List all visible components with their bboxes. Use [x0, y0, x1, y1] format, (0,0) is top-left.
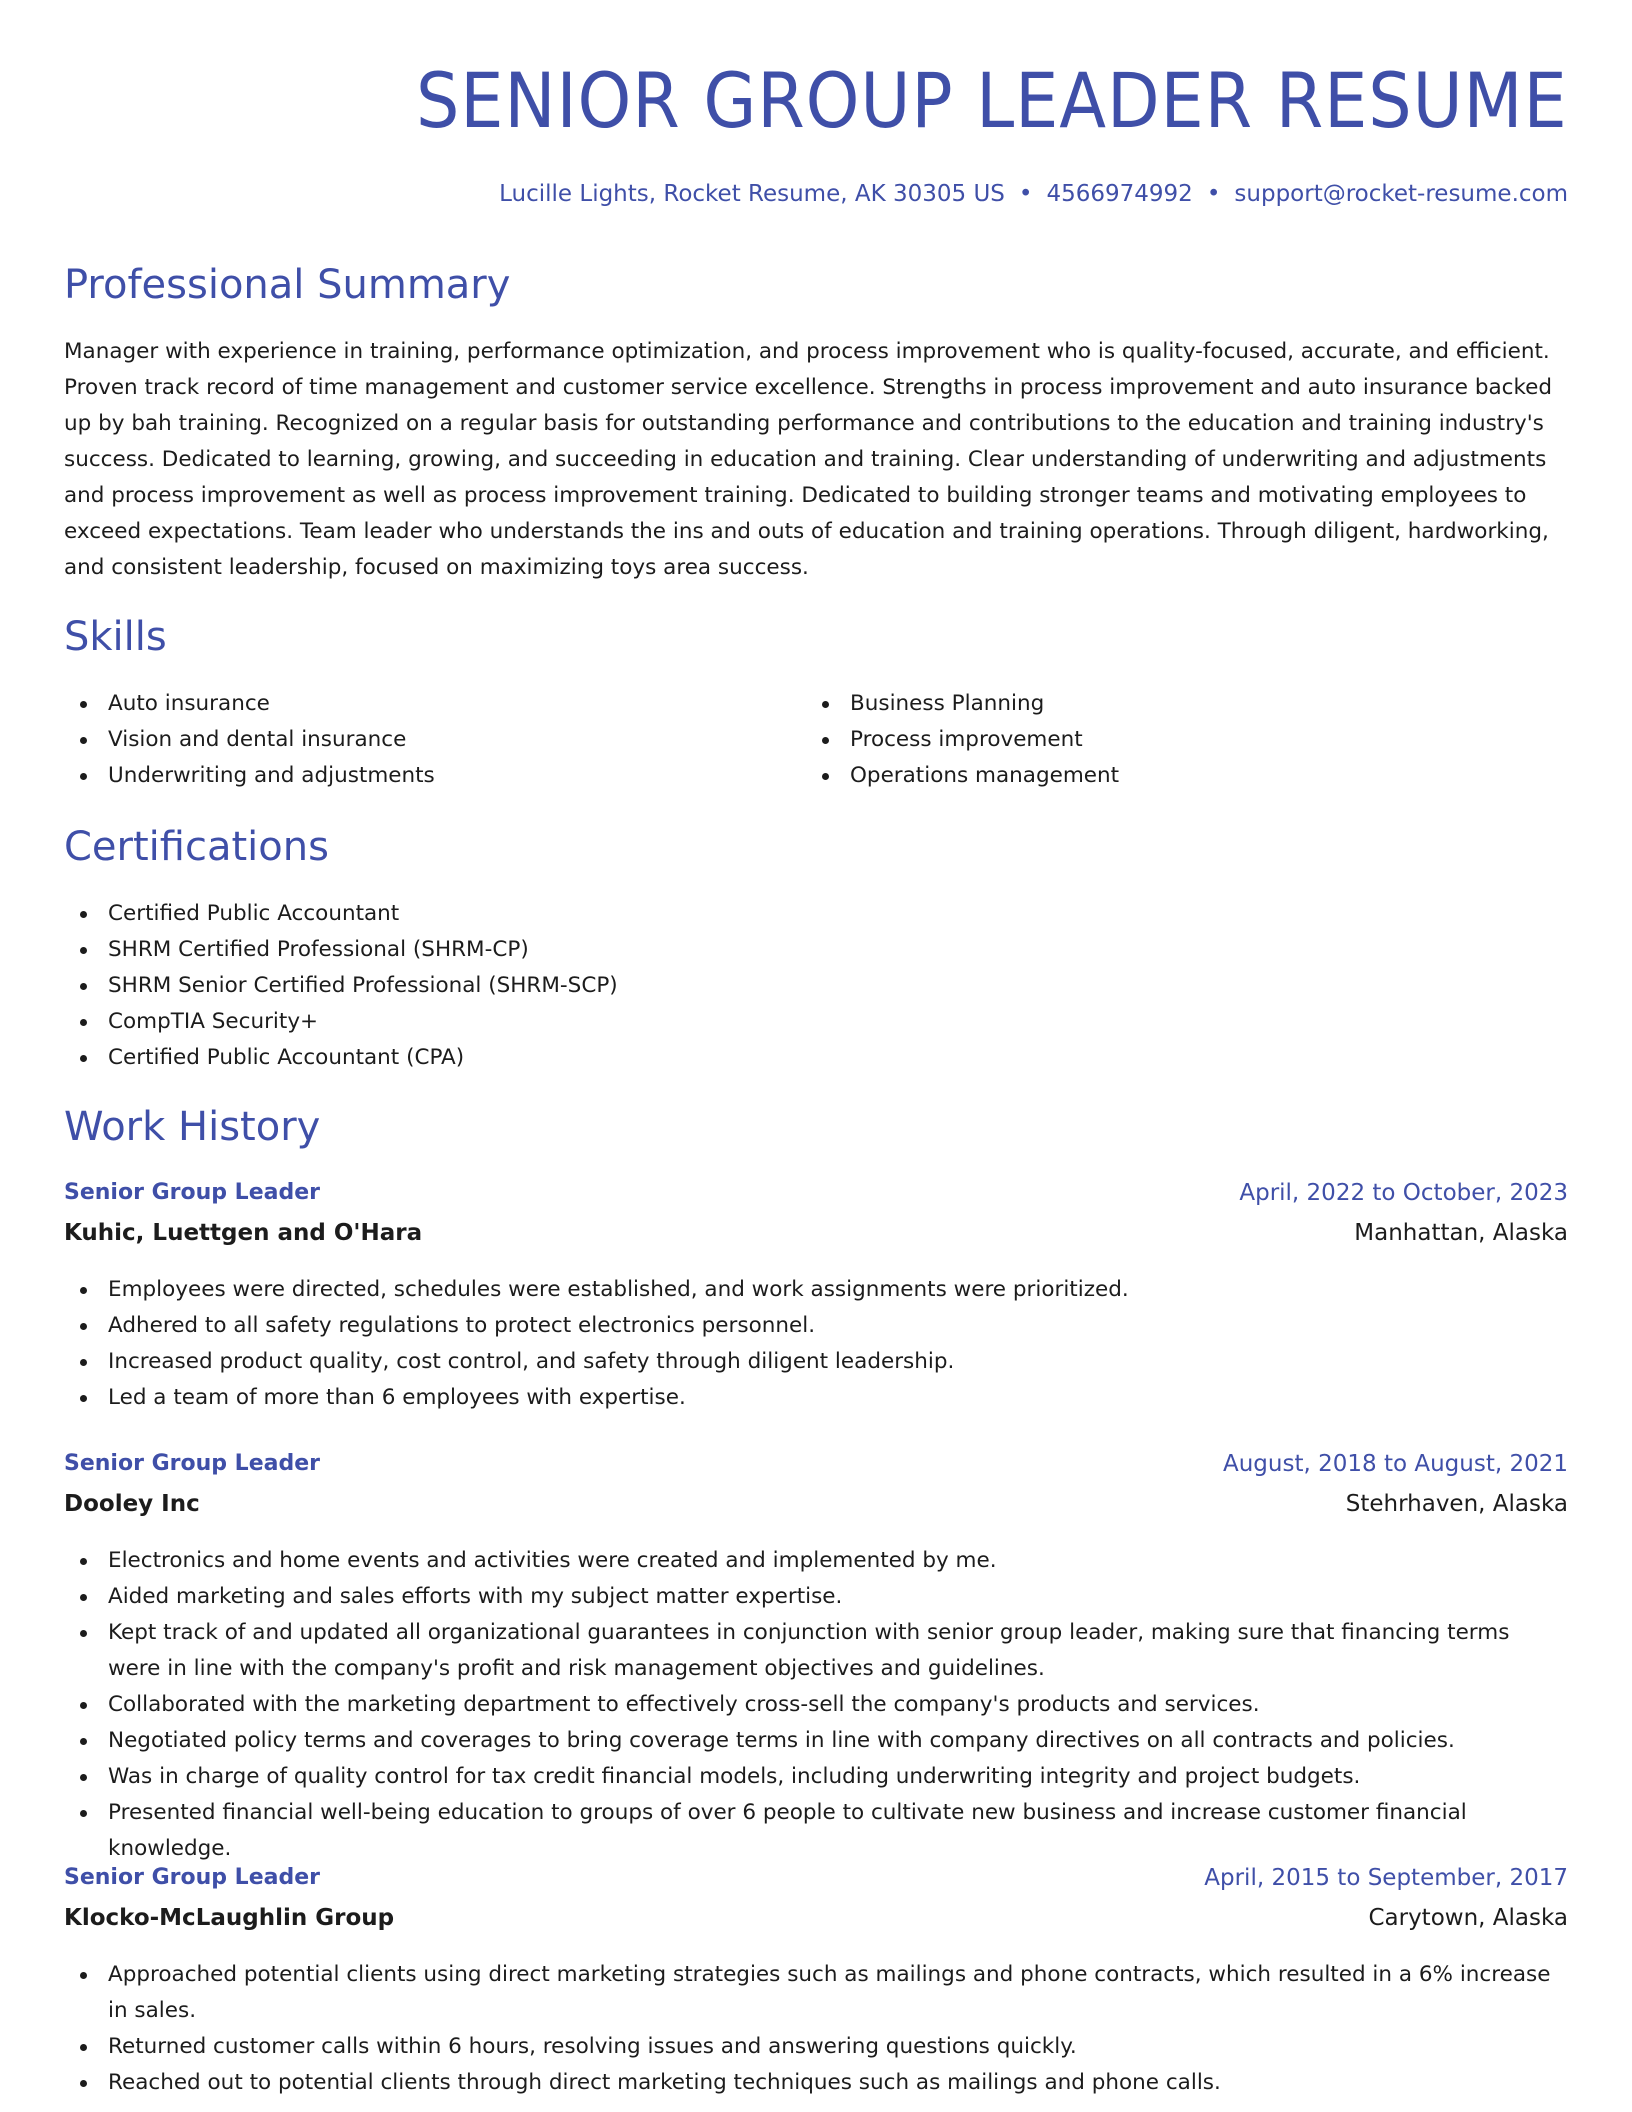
job-dates: August, 2018 to August, 2021	[1223, 1451, 1568, 1477]
job-title: Senior Group Leader	[64, 1180, 320, 1205]
skill-item: Operations management	[806, 758, 1119, 794]
contact-phone: 4566974992	[1046, 181, 1193, 207]
job-bullet: Employees were directed, schedules were established, and work assignments were prioritized.	[64, 1272, 1568, 1308]
job-bullet: Kept track of and updated all organizational guarantees in conjunction with senior group leader, making sure that financing terms were in line with the company's profit and risk management objectives and guidelines.	[64, 1615, 1568, 1687]
job-entry	[64, 1180, 1568, 1416]
job-bullet: Aided marketing and sales efforts with my subject matter expertise.	[64, 1579, 1568, 1615]
skill-item: Auto insurance	[64, 686, 435, 722]
summary-text: Manager with experience in training, performance optimization, and process improvement who is quality-focused, accurate, and efficient. Proven track record of time management and customer service excellence. Strengths in process improvement and auto insurance backed up by bah training. Recognized on a regular basis for outstanding performance and contributions to the education and training industry's success. Dedicated to learning, growing, and succeeding in education and training. Clear understanding of underwriting and adjustments and process improvement as well as process improvement training. Dedicated to building stronger teams and motivating employees to exceed expectations. Team leader who understands the ins and outs of education and training operations. Through diligent, hardworking, and consistent leadership, focused on maximizing toys area success.	[64, 339, 1553, 580]
job-bullet: Negotiated policy terms and coverages to bring coverage terms in line with company directives on all contracts and policies.	[64, 1723, 1568, 1759]
skill-item: Business Planning	[806, 686, 1119, 722]
skills-list-right	[806, 686, 1119, 794]
contact-address: Lucille Lights, Rocket Resume, AK 30305 US	[499, 181, 1005, 207]
contact-separator: •	[1206, 181, 1221, 207]
job-bullets	[64, 1957, 1568, 2101]
job-company: Dooley Inc	[64, 1491, 200, 1517]
job-title: Senior Group Leader	[64, 1451, 320, 1476]
job-header	[64, 1865, 1568, 1905]
job-entry	[64, 1865, 1568, 2101]
resume-title: SENIOR GROUP LEADER RESUME	[416, 56, 1568, 145]
job-bullet: Returned customer calls within 6 hours, resolving issues and answering questions quickly.	[64, 2029, 1568, 2065]
certification-item: CompTIA Security+	[64, 1004, 618, 1040]
job-bullet: Presented financial well-being education to groups of over 6 people to cultivate new business and increase customer financial knowledge.	[64, 1795, 1568, 1867]
skill-item: Vision and dental insurance	[64, 722, 435, 758]
job-location: Stehrhaven, Alaska	[1345, 1491, 1568, 1517]
skills-list-left	[64, 686, 435, 794]
job-bullets	[64, 1543, 1568, 1867]
job-bullet: Collaborated with the marketing department to effectively cross-sell the company's products and services.	[64, 1687, 1568, 1723]
certifications-list	[64, 896, 618, 1076]
certification-item: Certified Public Accountant	[64, 896, 618, 932]
work-history-heading: Work History	[64, 1104, 321, 1150]
job-dates: April, 2022 to October, 2023	[1239, 1180, 1568, 1206]
job-bullet: Led a team of more than 6 employees with expertise.	[64, 1380, 1568, 1416]
job-header	[64, 1180, 1568, 1220]
summary-heading: Professional Summary	[64, 262, 511, 308]
job-subheader	[64, 1491, 1568, 1531]
job-bullets	[64, 1272, 1568, 1416]
job-dates: April, 2015 to September, 2017	[1204, 1865, 1568, 1891]
skills-heading: Skills	[64, 614, 167, 660]
job-bullet: Increased product quality, cost control, and safety through diligent leadership.	[64, 1344, 1568, 1380]
contact-separator: •	[1018, 181, 1033, 207]
job-title: Senior Group Leader	[64, 1865, 320, 1890]
certification-item: Certified Public Accountant (CPA)	[64, 1040, 618, 1076]
job-bullet: Electronics and home events and activities were created and implemented by me.	[64, 1543, 1568, 1579]
job-bullet: Adhered to all safety regulations to protect electronics personnel.	[64, 1308, 1568, 1344]
job-subheader	[64, 1905, 1568, 1945]
skill-item: Process improvement	[806, 722, 1119, 758]
job-bullet: Approached potential clients using direct marketing strategies such as mailings and phone contracts, which resulted in a 6% increase in sales.	[64, 1957, 1568, 2029]
contact-line	[499, 181, 1568, 207]
certification-item: SHRM Senior Certified Professional (SHRM-SCP)	[64, 968, 618, 1004]
job-location: Carytown, Alaska	[1368, 1905, 1568, 1931]
job-header	[64, 1451, 1568, 1491]
job-subheader	[64, 1220, 1568, 1260]
job-bullet: Was in charge of quality control for tax credit financial models, including underwriting integrity and project budgets.	[64, 1759, 1568, 1795]
job-entry	[64, 1451, 1568, 1867]
job-location: Manhattan, Alaska	[1354, 1220, 1568, 1246]
certification-item: SHRM Certified Professional (SHRM-CP)	[64, 932, 618, 968]
certifications-heading: Certifications	[64, 824, 329, 870]
contact-email: support@rocket-resume.com	[1234, 181, 1568, 207]
job-company: Kuhic, Luettgen and O'Hara	[64, 1220, 423, 1246]
job-company: Klocko-McLaughlin Group	[64, 1905, 395, 1931]
skill-item: Underwriting and adjustments	[64, 758, 435, 794]
job-bullet: Reached out to potential clients through direct marketing techniques such as mailings and phone calls.	[64, 2065, 1568, 2101]
